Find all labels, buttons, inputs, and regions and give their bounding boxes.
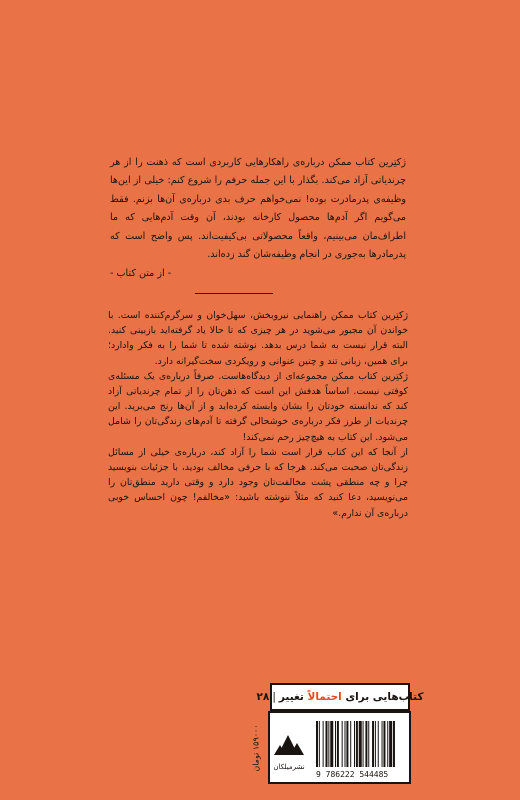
barcode-bar (393, 721, 395, 767)
barcode-bar (335, 721, 336, 767)
publisher-logo-icon (274, 735, 304, 755)
series-highlight: احتمالاً (307, 691, 342, 703)
barcode-bar (368, 721, 369, 767)
barcode-bar (389, 721, 392, 767)
barcode-bar (346, 721, 348, 767)
barcode-bar (387, 721, 388, 767)
excerpt-block (110, 154, 406, 264)
barcode-bar (328, 721, 329, 767)
series-label (256, 683, 424, 711)
blurb-block (108, 308, 408, 521)
barcode-bar (330, 721, 333, 767)
barcode-bars (316, 721, 395, 767)
series-separator: | (272, 691, 276, 703)
barcode-panel (268, 711, 411, 784)
barcode-bar (378, 721, 379, 767)
barcode-graphic (270, 713, 409, 782)
barcode-bar (354, 721, 355, 767)
barcode-bar (350, 721, 351, 767)
excerpt-paragraph: ژ‌کتِرین کتاب ممکن درباره‌ی راهکارهایی کاربردی است که ذهنت را از هر چرندیاتی آزاد می‌کند. بگذار با این جمله حرفم را شروع کنم: خیلی از این‌ها وظیفه‌ی پدرمادرت بوده! نمی‌خواهم حرف بدی درباره‌ی آن‌ها بزنم. فقط می‌گویم اگر آدم‌ها محصول کارخانه بودند، آن وقت آدم‌هایی که ما اطراف‌مان می‌بینیم، واقعاً محصولاتی بی‌کیفیت‌اند. پس واضح است که پدرمادرها به‌جوری در انجام وظیفه‌شان گند زده‌اند. (110, 157, 406, 261)
barcode-bar (359, 721, 362, 767)
excerpt-source: - از متن کتاب - (110, 268, 172, 279)
barcode-bar (382, 721, 383, 767)
blurb-paragraph: ژ‌کتِرین کتاب ممکن مجموعه‌ای از دیدگاه‌هاست. صرفاً درباره‌ی یک مسئله‌ی کوفتی نیست. اساساً هدفش این است که ذهن‌تان را از تمام چرندیاتی آزاد کند که ندانسته خودتان را بشان وابسته کرده‌اید و از آن‌ها رنج می‌برید. این چرندیات از طرز فکر درباره‌ی خوشحالی گرفته تا آدم‌های زندگی‌تان را شامل می‌شود. این کتاب به هیچ‌چیز رحم نمی‌کند! (108, 370, 408, 443)
barcode-number: 9 786222 544485 (316, 770, 389, 779)
barcode-bar (383, 721, 385, 767)
publisher-name: نشرمیلکان (273, 763, 305, 771)
barcode-bar (323, 721, 324, 767)
barcode-bar (356, 721, 358, 767)
barcode-bar (342, 721, 343, 767)
series-number: ۲۸ (256, 691, 270, 703)
price-label (248, 708, 264, 788)
barcode-bar (372, 721, 374, 767)
blurb-paragraph: ژ‌کتِرین کتاب ممکن راهنمایی نیروبخش، سهل‌خوان و سرگرم‌کننده است. با خواندن آن مجبور می‌شوید در هر چیزی که تا حالا یاد گرفته‌اید بازبینی کنید. البته قرار نیست به شما درس بدهد. نوشته شده تا شما را به فکر وادارد؛ برای همین، زبانی تند و چنین عنوانی و رویکردی سخت‌گیرانه دارد. (108, 310, 408, 367)
barcode-bar (316, 721, 318, 767)
barcode-bar (319, 721, 320, 767)
barcode-bar (375, 721, 376, 767)
blurb-paragraph: از آنجا که این کتاب قرار است شما را آزاد کند، درباره‌ی خیلی از مسائل زندگی‌تان صحبت می‌کند. هرجا که با حرفی مخالف بودید، با جزئیات بنویسید چرا و چه منطقی پشت مخالفت‌تان وجود دارد و وقتی دارید منطق‌تان را می‌نویسید، دعا کنید که مثلاً ننوشته باشید: «مخالفم! چون احساس خوبی درباره‌ی آن ندارم.» (108, 446, 408, 519)
series-prefix: کتاب‌هایی برای (345, 691, 424, 703)
series-suffix: تغییر (278, 691, 304, 703)
barcode-bar (337, 721, 339, 767)
section-divider (195, 293, 273, 294)
price-text: ۱۵۹۰۰۰ تومان (251, 724, 261, 772)
barcode-bar (345, 721, 346, 767)
barcode-bar (326, 721, 328, 767)
barcode-bar (363, 721, 364, 767)
barcode-bar (365, 721, 367, 767)
